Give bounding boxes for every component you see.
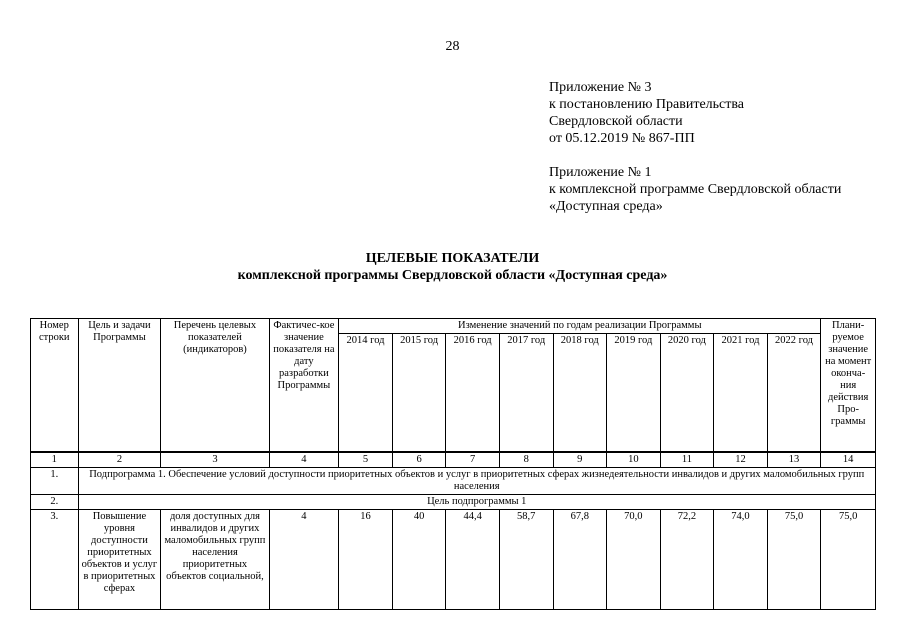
appendix-3-block — [549, 79, 744, 147]
header-year: 2019 год — [607, 334, 661, 452]
row-number: 1. — [31, 467, 79, 494]
year-value-cell: 44,4 — [446, 509, 500, 609]
indicators-table — [30, 318, 876, 610]
subprogram-goal: Цель подпрограммы 1 — [78, 494, 876, 509]
table-row — [31, 509, 876, 609]
column-number: 7 — [446, 452, 500, 468]
actual-value-cell: 4 — [269, 509, 339, 609]
header-year: 2020 год — [660, 334, 714, 452]
appendix-1-line: к комплексной программе Свердловской области — [549, 182, 842, 197]
year-value-cell: 40 — [392, 509, 446, 609]
column-number: 2 — [78, 452, 161, 468]
page-number: 28 — [445, 39, 460, 54]
row-number: 2. — [31, 494, 79, 509]
column-number: 5 — [339, 452, 393, 468]
header-year: 2022 год — [767, 334, 821, 452]
row-number: 3. — [31, 509, 79, 609]
appendix-3-line: Приложение № 3 — [549, 80, 652, 95]
year-value-cell: 70,0 — [607, 509, 661, 609]
header-year: 2015 год — [392, 334, 446, 452]
table-row — [31, 467, 876, 494]
year-value-cell: 67,8 — [553, 509, 607, 609]
column-number: 6 — [392, 452, 446, 468]
appendix-3-line: от 05.12.2019 № 867-ПП — [549, 131, 695, 146]
header-indicators: Перечень целевых показателей (индикаторов) — [161, 319, 269, 452]
appendix-1-line: Приложение № 1 — [549, 165, 652, 180]
header-goal: Цель и задачи Программы — [78, 319, 161, 452]
goal-cell: Повышение уровня доступности приоритетных объектов и услуг в приоритетных сферах — [78, 509, 161, 609]
column-number: 14 — [821, 452, 876, 468]
header-actual-value: Фактичес-кое значение показателя на дату разработки Программы — [269, 319, 339, 452]
year-value-cell: 72,2 — [660, 509, 714, 609]
column-number: 8 — [499, 452, 553, 468]
column-number: 3 — [161, 452, 269, 468]
planned-value-cell: 75,0 — [821, 509, 876, 609]
header-year: 2018 год — [553, 334, 607, 452]
header-row — [31, 319, 876, 334]
column-number: 13 — [767, 452, 821, 468]
header-change-by-years: Изменение значений по годам реализации Программы — [339, 319, 821, 334]
column-number: 9 — [553, 452, 607, 468]
appendix-3-line: к постановлению Правительства — [549, 97, 745, 112]
column-number: 12 — [714, 452, 768, 468]
column-number: 11 — [660, 452, 714, 468]
document-title: ЦЕЛЕВЫЕ ПОКАЗАТЕЛИ — [365, 251, 540, 266]
header-planned-value: Плани-руемое значение на момент оконча-ния действия Про-граммы — [821, 319, 876, 452]
column-number: 4 — [269, 452, 339, 468]
year-value-cell: 74,0 — [714, 509, 768, 609]
year-value-cell: 16 — [339, 509, 393, 609]
header-year: 2017 год — [499, 334, 553, 452]
year-value-cell: 75,0 — [767, 509, 821, 609]
indicator-cell: доля доступных для инвалидов и других маломобильных групп населения приоритетных объектов социальной, — [161, 509, 269, 609]
column-numbers-row — [31, 452, 876, 468]
subprogram-title: Подпрограмма 1. Обеспечение условий доступности приоритетных объектов и услуг в приоритетных сферах жизнедеятельности инвалидов и других маломобильных групп населения — [78, 467, 876, 494]
table-row — [31, 494, 876, 509]
column-number: 1 — [31, 452, 79, 468]
appendix-1-line: «Доступная среда» — [549, 199, 663, 214]
column-number: 10 — [607, 452, 661, 468]
header-year: 2014 год — [339, 334, 393, 452]
header-year: 2021 год — [714, 334, 768, 452]
document-subtitle: комплексной программы Свердловской области «Доступная среда» — [237, 268, 668, 283]
appendix-1-block — [549, 164, 841, 215]
appendix-3-line: Свердловской области — [549, 114, 683, 129]
header-year: 2016 год — [446, 334, 500, 452]
header-row-number: Номер строки — [31, 319, 79, 452]
year-value-cell: 58,7 — [499, 509, 553, 609]
